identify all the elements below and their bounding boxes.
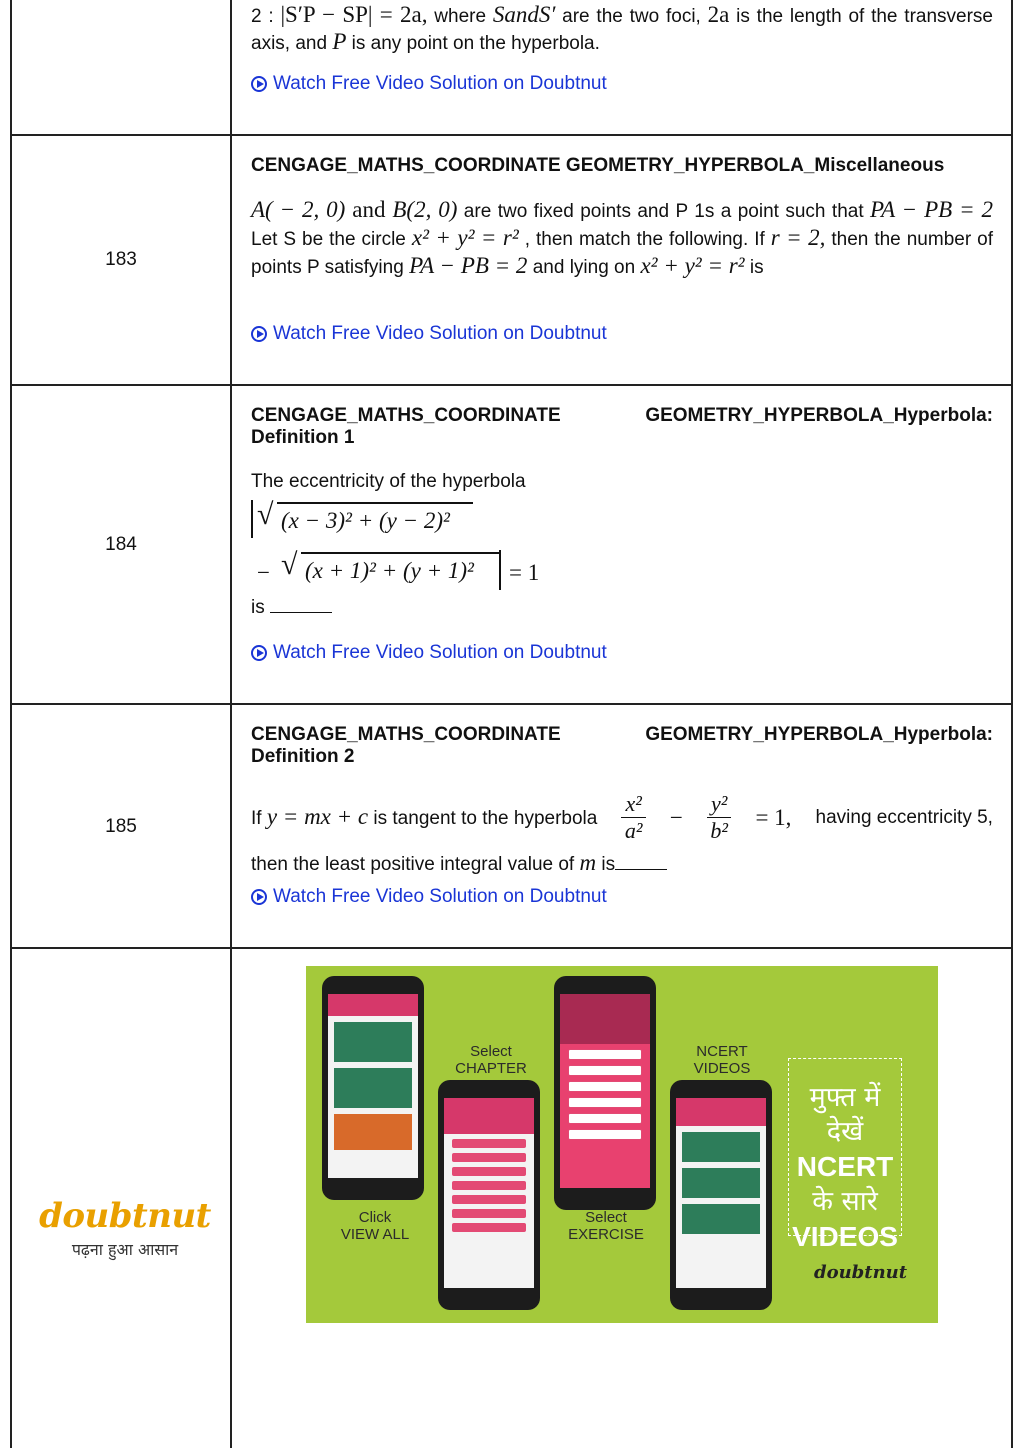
question-title-line2: Definition 2	[251, 746, 355, 767]
question-intro: The eccentricity of the hyperbola	[251, 471, 526, 492]
phone-mockup	[554, 976, 656, 1210]
question-number: 185	[105, 816, 137, 837]
question-number: 184	[105, 534, 137, 555]
logo-tagline: पढ़ना हुआ आसान	[71, 1240, 179, 1259]
table-border-left	[10, 0, 12, 1448]
row-divider	[10, 134, 1013, 136]
watch-video-link[interactable]: Watch Free Video Solution on Doubtnut	[251, 640, 993, 665]
play-circle-icon	[251, 76, 267, 92]
question-text: A( − 2, 0) and B(2, 0) are two fixed points and P 1s a point such that PA − PB = 2 Let S be the circle x² + y² = r² , then match the following. If r = 2, then the number of points P satisfying PA − PB = 2 and lying on x² + y² = r² is	[251, 197, 993, 278]
logo-wordmark: doubtnut	[39, 1196, 211, 1236]
row-divider	[10, 947, 1013, 949]
question-title: CENGAGE_MATHS_COORDINATE GEOMETRY_HYPERBOLA_Miscellaneous	[251, 155, 945, 176]
ncert-promo-box: मुफ्त में देखें NCERT के सारे VIDEOS	[788, 1058, 902, 1236]
play-circle-icon	[251, 889, 267, 905]
promo-label: Select CHAPTER	[455, 1043, 527, 1077]
promo-label: NCERT VIDEOS	[693, 1043, 751, 1077]
row-divider	[10, 703, 1013, 705]
fraction: $\frac{\text{x²}}{\text{a²}}$	[621, 791, 645, 844]
question-title: CENGAGE_MATHS_COORDINATE GEOMETRY_HYPERBOLA_Hyperbola:	[251, 724, 993, 745]
answer-blank	[270, 594, 332, 613]
answer-blank	[615, 851, 667, 870]
phone-mockup	[670, 1080, 772, 1310]
promo-banner[interactable]	[306, 966, 938, 1323]
promo-label: Click VIEW ALL	[340, 1209, 410, 1243]
play-circle-icon	[251, 645, 267, 661]
question-text: If y = mx + c is tangent to the hyperbola $\frac{\text{x²}}{\text{a²}}$ − $\frac{\text{y²}}{\text{b²}}$ = 1, having eccentricity 5, then the least positive integral value of m is	[251, 790, 993, 875]
question-title: CENGAGE_MATHS_COORDINATE GEOMETRY_HYPERBOLA_Hyperbola:	[251, 405, 993, 426]
watch-video-link[interactable]: Watch Free Video Solution on Doubtnut	[251, 321, 993, 346]
row-divider	[10, 384, 1013, 386]
doubtnut-logo	[30, 1196, 220, 1260]
phone-mockup	[322, 976, 424, 1200]
table-column-divider	[230, 0, 232, 1448]
play-circle-icon	[251, 326, 267, 342]
question-text-continued: 2 : |S′P − SP| = 2a, where SandS′ are the two foci, 2a is the length of the transverse axis, and P is any point on the hyperbola.	[251, 2, 993, 54]
promo-label: Select EXERCISE	[568, 1209, 644, 1243]
watch-video-link[interactable]: Watch Free Video Solution on Doubtnut	[251, 71, 993, 96]
table-border-right	[1011, 0, 1013, 1448]
question-number: 183	[105, 249, 137, 270]
watch-video-link[interactable]: Watch Free Video Solution on Doubtnut	[251, 884, 993, 909]
question-title-line2: Definition 1	[251, 427, 355, 448]
fraction: $\frac{\text{y²}}{\text{b²}}$	[707, 791, 731, 844]
phone-mockup	[438, 1080, 540, 1310]
doubtnut-small-logo: doubtnut	[814, 1262, 908, 1283]
question-text: The eccentricity of the hyperbola √ (x − 3)² + (y − 2)² − √ (x + 1)² + (y + 1)² = 1 is	[251, 469, 993, 620]
hyperbola-equation: √ (x − 3)² + (y − 2)² − √ (x + 1)² + (y + 1)² = 1	[251, 494, 993, 596]
